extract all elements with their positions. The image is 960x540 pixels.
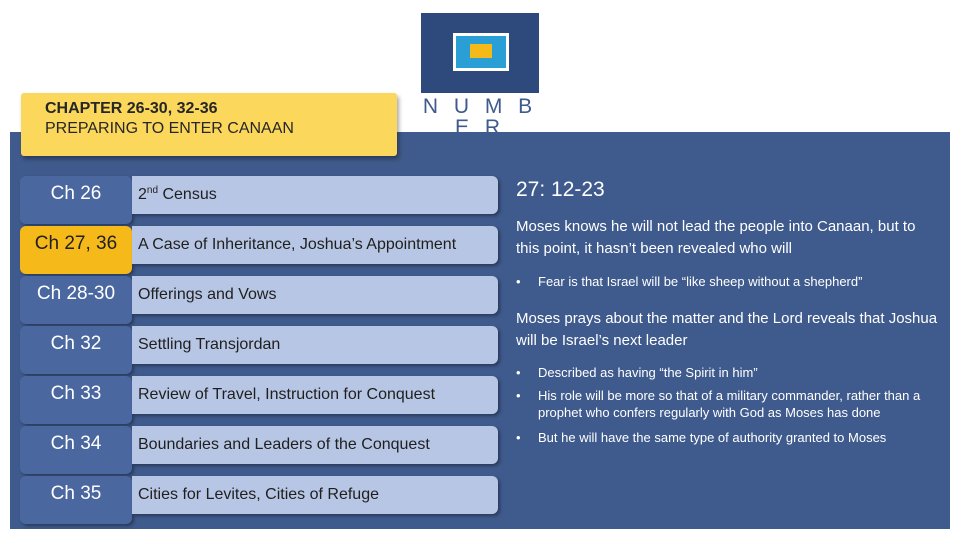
chapter-row[interactable]	[20, 426, 498, 466]
chapter-tab[interactable]: Ch 32	[20, 326, 132, 374]
chapter-row[interactable]	[20, 226, 498, 266]
chapter-tab[interactable]: Ch 35	[20, 476, 132, 524]
detail-panel	[516, 176, 941, 446]
chapter-row[interactable]	[20, 476, 498, 516]
chapter-row[interactable]	[20, 376, 498, 416]
chapter-row[interactable]	[20, 326, 498, 366]
scripture-reference: 27: 12-23	[516, 178, 605, 201]
detail-bullet: • But he will have the same type of authority granted to Moses	[516, 429, 941, 446]
chapter-tab[interactable]: Ch 26	[20, 176, 132, 224]
chapter-topic: Offerings and Vows	[132, 276, 498, 314]
chapter-topic: Settling Transjordan	[132, 326, 498, 364]
book-title: N U M B E R S	[422, 95, 538, 160]
detail-bullet: • Fear is that Israel will be “like sheep without a shepherd”	[516, 273, 941, 290]
chapter-topic: A Case of Inheritance, Joshua’s Appointment	[132, 226, 498, 264]
chapter-tab[interactable]: Ch 34	[20, 426, 132, 474]
chapter-topic: Review of Travel, Instruction for Conquest	[132, 376, 498, 414]
chapter-tab-active[interactable]: Ch 27, 36	[20, 226, 132, 274]
book-logo	[421, 13, 539, 93]
detail-bullet: • His role will be more so that of a military commander, rather than a prophet who confers regularly with God as Moses has done	[516, 387, 941, 421]
detail-paragraph: Moses knows he will not lead the people into Canaan, but to this point, it hasn’t been revealed who will	[516, 218, 916, 257]
detail-bullet: • Described as having “the Spirit in him”	[516, 364, 941, 381]
chapter-tab[interactable]: Ch 28-30	[20, 276, 132, 324]
book-icon	[453, 33, 509, 71]
chapter-topic: Boundaries and Leaders of the Conquest	[132, 426, 498, 464]
section-subtitle: PREPARING TO ENTER CANAAN	[45, 120, 294, 137]
chapter-tab[interactable]: Ch 33	[20, 376, 132, 424]
section-title: CHAPTER 26-30, 32-36	[45, 100, 218, 117]
chapter-row[interactable]	[20, 276, 498, 316]
chapter-row[interactable]	[20, 176, 498, 216]
chapter-topic: Cities for Levites, Cities of Refuge	[132, 476, 498, 514]
detail-paragraph: Moses prays about the matter and the Lord reveals that Joshua will be Israel’s next leader	[516, 310, 938, 349]
section-header	[21, 93, 397, 156]
chapter-topic: 2nd Census	[132, 176, 498, 214]
